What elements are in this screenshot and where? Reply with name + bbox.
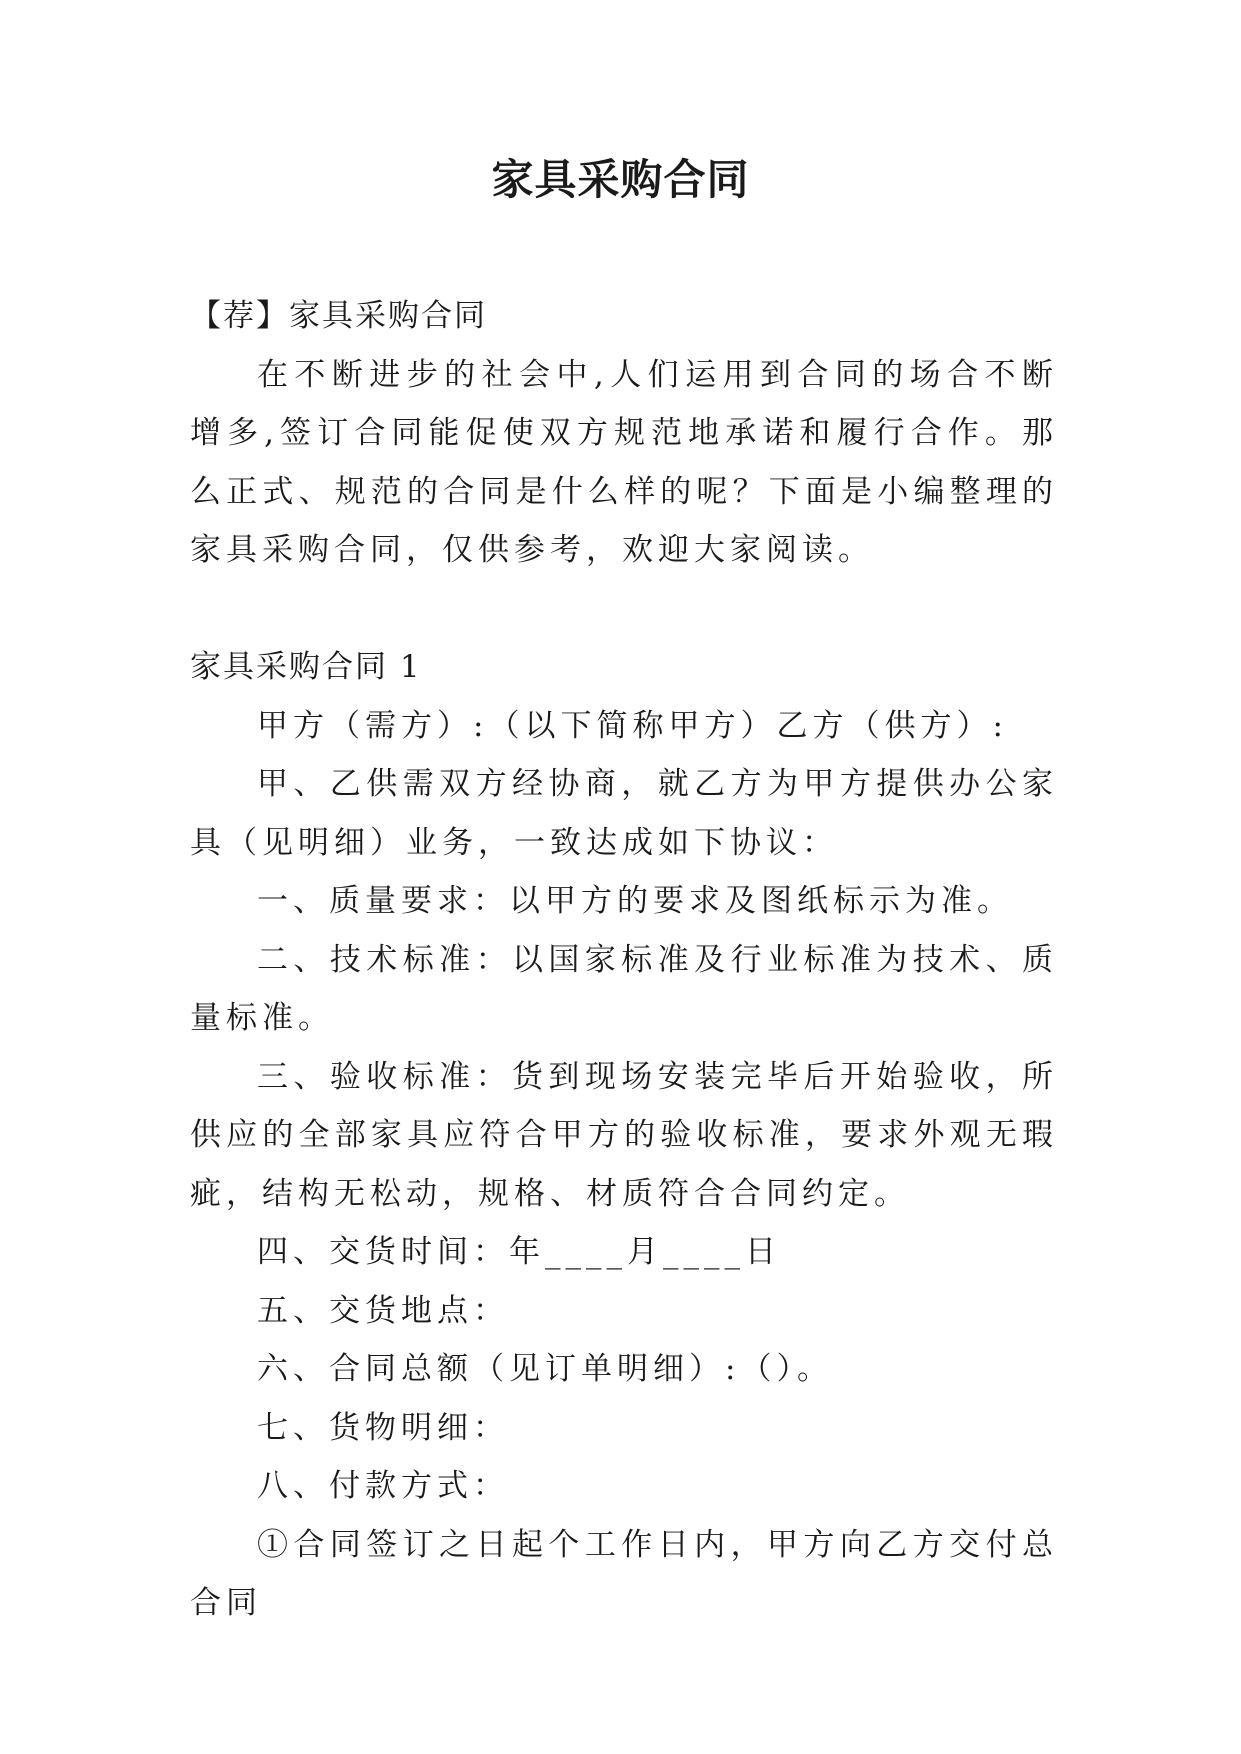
contract-paragraph: 七、货物明细： bbox=[257, 1409, 509, 1446]
section-heading: 家具采购合同 1 bbox=[190, 649, 422, 685]
contract-paragraph: 一、质量要求：以甲方的要求及图纸标示为准。 bbox=[257, 883, 1013, 919]
contract-paragraph: 四、交货时间：年____月____日 bbox=[257, 1234, 781, 1270]
contract-paragraph: 三、验收标准：货到现场安装完毕后开始验收，所供应的全部家具应符合甲方的验收标准，要求外观无瑕疵，结构无松动，规格、材质符合合同约定。 bbox=[190, 1058, 1058, 1212]
contract-paragraph: 六、合同总额（见订单明细）:（）。 bbox=[257, 1351, 833, 1387]
contract-paragraph: 五、交货地点： bbox=[257, 1292, 509, 1329]
document-title: 家具采购合同 bbox=[491, 155, 750, 204]
contract-paragraph: ①合同签订之日起个工作日内，甲方向乙方交付总合同 bbox=[190, 1526, 1058, 1621]
contract-paragraph: 甲、乙供需双方经协商，就乙方为甲方提供办公家具（见明细）业务，一致达成如下协议： bbox=[190, 766, 1058, 861]
paragraph-gap bbox=[190, 580, 1058, 639]
contract-paragraph: 二、技术标准：以国家标准及行业标准为技术、质量标准。 bbox=[190, 941, 1058, 1036]
recommend-line: 【荐】家具采购合同 bbox=[190, 298, 487, 334]
contract-paragraph: 甲方（需方）:（以下简称甲方）乙方（供方）: bbox=[257, 707, 1008, 744]
document-body bbox=[190, 287, 1058, 1633]
intro-paragraph: 在不断进步的社会中,人们运用到合同的场合不断增多,签订合同能促使双方规范地承诺和履行合作。那么正式、规范的合同是什么样的呢？下面是小编整理的家具采购合同，仅供参考，欢迎大家阅读。 bbox=[190, 356, 1058, 568]
contract-paragraph: 八、付款方式： bbox=[257, 1468, 509, 1504]
